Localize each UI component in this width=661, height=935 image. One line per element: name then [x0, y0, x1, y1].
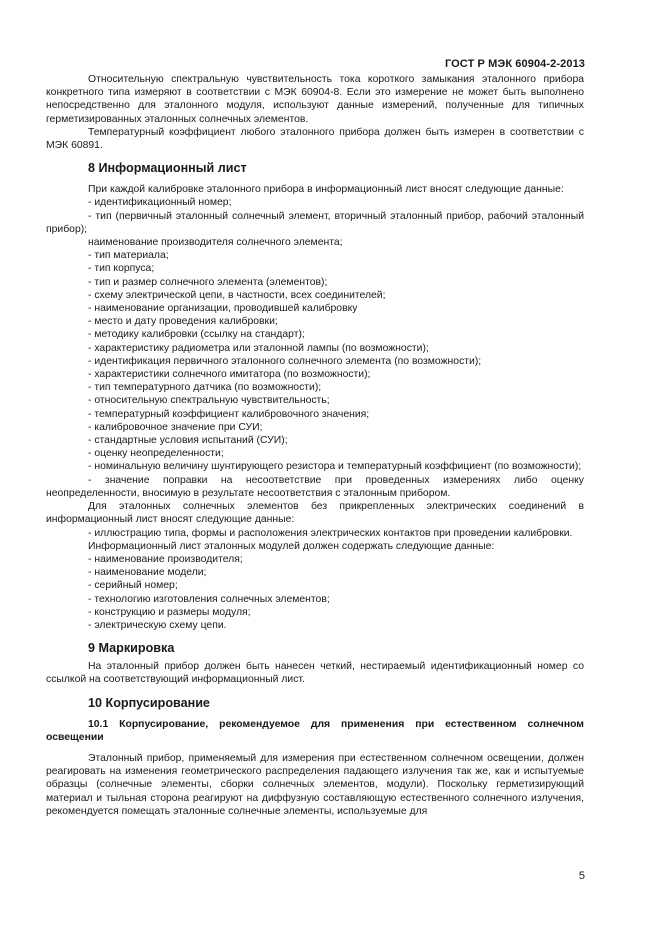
intro-paragraph-2: Температурный коэффициент любого эталонного прибора должен быть измерен в соответствии с МЭК 60891.: [46, 126, 584, 152]
list-item: - конструкцию и размеры модуля;: [88, 606, 251, 618]
list-item: - значение поправки на несоответствие при проведенных измерениях либо оценку неопределенности, вносимую в результате несоответствия с эталонным прибором.: [46, 474, 584, 499]
modules-paragraph: Информационный лист эталонных модулей должен содержать следующие данные:: [88, 540, 495, 552]
list-item: - оценку неопределенности;: [88, 448, 224, 460]
list-item: - тип материала;: [88, 250, 169, 262]
list-item: - методику калибровки (ссылку на стандарт);: [88, 329, 305, 341]
intro-paragraph-1: Относительную спектральную чувствительность тока короткого замыкания эталонного прибора конкретного типа измеряют в соответствии с МЭК 60904-8. Если это измерение не может быть выполнено непосредственно для эталонного модуля, используют данные измерений, полученные для типичных герметизированных эталонных солнечных элементов.: [46, 74, 584, 125]
list-item: - идентификация первичного эталонного солнечного элемента (по возможности);: [88, 355, 482, 367]
list-item: - наименование модели;: [88, 567, 207, 579]
standard-header: ГОСТ Р МЭК 60904-2-2013: [444, 58, 585, 70]
list-item: - серийный номер;: [88, 580, 178, 592]
list-item: - иллюстрацию типа, формы и расположения электрических контактов при проведении калибровки.: [88, 527, 573, 539]
list-item: - тип корпуса;: [88, 263, 155, 275]
list-item: - характеристику радиометра или эталонной лампы (по возможности);: [88, 342, 429, 354]
section-10-heading: 10 Корпусирование: [88, 695, 210, 710]
list-item: наименование производителя солнечного элемента;: [88, 237, 343, 249]
section-10-1-text: Эталонный прибор, применяемый для измерения при естественном солнечном освещении, должен реагировать на изменения геометрического распределения падающего излучения так же, как и испытуемые образцы (солнечные элементы, сборки солнечных элементов, модули). Поскольку герметизирующий материал и тыльная сторона реагируют на диффузную составляющую естественного солнечного излучения, рекомендуется помещать эталонные солнечные элементы, используемые для: [46, 752, 584, 817]
list-item: - место и дату проведения калибровки;: [88, 316, 278, 328]
list-item: - схему электрической цепи, в частности, всех соединителей;: [88, 289, 386, 301]
cells-paragraph: Для эталонных солнечных элементов без прикрепленных электрических соединений в информационный лист вносят следующие данные:: [46, 501, 584, 526]
section-9-text: На эталонный прибор должен быть нанесен четкий, нестираемый идентификационный номер со ссылкой на соответствующий информационный лист.: [46, 661, 584, 686]
page-number: 5: [578, 870, 585, 882]
list-item: - относительную спектральную чувствительность;: [88, 395, 330, 407]
section-8-heading: 8 Информационный лист: [88, 161, 247, 176]
list-item: - технологию изготовления солнечных элементов;: [88, 593, 330, 605]
list-item: - калибровочное значение при СУИ;: [88, 421, 263, 433]
section-8-lead: При каждой калибровке эталонного прибора в информационный лист вносят следующие данные:: [88, 184, 564, 196]
list-item: - наименование производителя;: [88, 553, 243, 565]
list-item: - характеристики солнечного имитатора (по возможности);: [88, 369, 371, 381]
list-item: - тип и размер солнечного элемента (элементов);: [88, 276, 328, 288]
list-item: - тип температурного датчика (по возможности);: [88, 382, 322, 394]
list-item: - тип (первичный эталонный солнечный элемент, вторичный эталонный прибор, рабочий эталонный прибор);: [46, 210, 584, 235]
list-item: - наименование организации, проводившей калибровку: [88, 303, 358, 315]
page-body: [46, 73, 584, 818]
cells-data-list: [46, 527, 584, 540]
list-item: - стандартные условия испытаний (СУИ);: [88, 435, 288, 447]
list-item: - электрическую схему цепи.: [88, 619, 227, 631]
section-10-1-heading: 10.1 Корпусирование, рекомендуемое для применения при естественном солнечном освещении: [46, 718, 584, 743]
section-9-heading: 9 Маркировка: [88, 641, 175, 656]
calibration-data-list: [46, 196, 584, 500]
list-item: - температурный коэффициент калибровочного значения;: [88, 408, 370, 420]
modules-data-list: [46, 553, 584, 632]
list-item: - идентификационный номер;: [88, 197, 232, 209]
list-item: - номинальную величину шунтирующего резистора и температурный коэффициент (по возможности);: [88, 461, 582, 473]
